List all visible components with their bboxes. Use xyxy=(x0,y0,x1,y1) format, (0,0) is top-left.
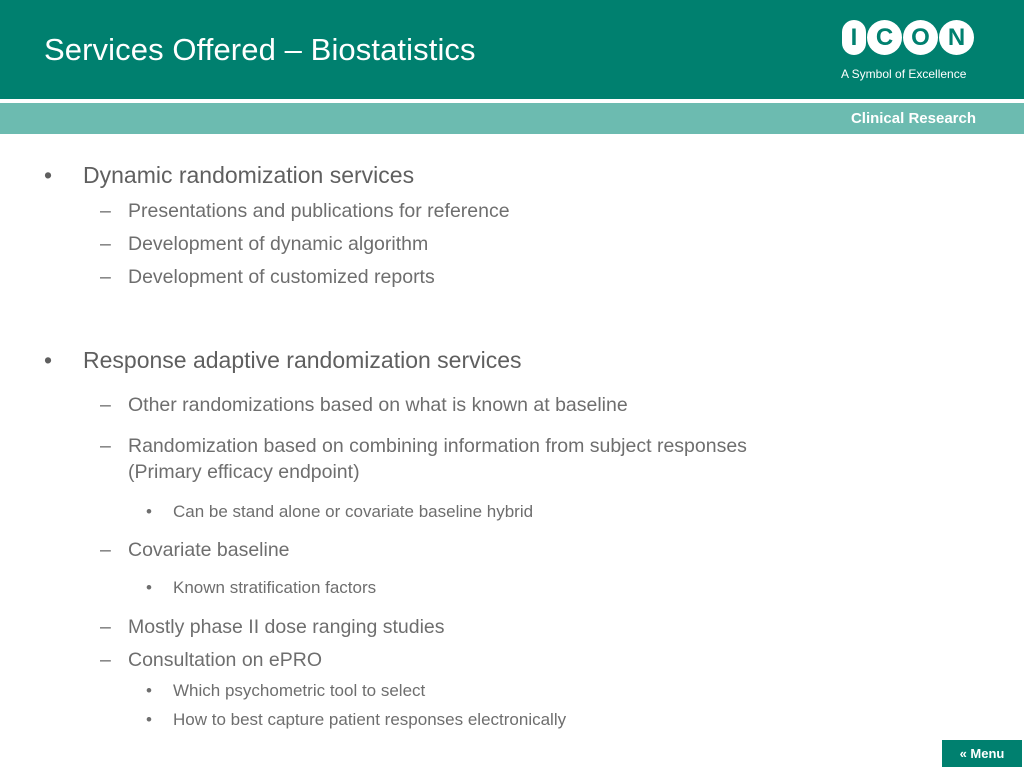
dash-marker: – xyxy=(100,394,111,416)
menu-button[interactable]: « Menu xyxy=(942,740,1022,767)
sub-bullet-other-randomizations: Other randomizations based on what is known at baseline xyxy=(128,394,628,416)
sub-bullet-covariate-baseline: Covariate baseline xyxy=(128,539,290,561)
dash-marker: – xyxy=(100,616,111,638)
dash-marker: – xyxy=(100,200,111,222)
bullet-marker: • xyxy=(146,681,152,700)
dash-marker: – xyxy=(100,266,111,288)
bullet-marker: • xyxy=(146,578,152,597)
sub-sub-bullet-hybrid: Can be stand alone or covariate baseline hybrid xyxy=(173,502,534,521)
bullet-marker: • xyxy=(44,347,53,373)
sub-sub-bullet-psychometric-tool: Which psychometric tool to select xyxy=(173,681,426,700)
sub-bullet-presentations: Presentations and publications for reference xyxy=(128,200,510,222)
dash-marker: – xyxy=(100,539,111,561)
bullet-marker: • xyxy=(146,710,152,729)
sub-bullet-combining-information-cont: (Primary efficacy endpoint) xyxy=(128,461,360,483)
sub-bullet-consultation-epro: Consultation on ePRO xyxy=(128,649,323,671)
logo-letter-i: I xyxy=(842,20,866,55)
logo-letter-c: C xyxy=(867,20,902,55)
sub-bullet-phase-ii: Mostly phase II dose ranging studies xyxy=(128,616,445,638)
sub-sub-bullet-stratification: Known stratification factors xyxy=(173,578,377,597)
dash-marker: – xyxy=(100,649,111,671)
sub-sub-bullet-capture-responses: How to best capture patient responses electronically xyxy=(173,710,567,729)
logo-tagline: A Symbol of Excellence xyxy=(841,67,967,81)
sub-bullet-dynamic-algorithm: Development of dynamic algorithm xyxy=(128,233,429,255)
dash-marker: – xyxy=(100,435,111,457)
dash-marker: – xyxy=(100,233,111,255)
slide-title: Services Offered – Biostatistics xyxy=(44,32,476,67)
subheader-label: Clinical Research xyxy=(850,110,976,127)
bullet-response-adaptive: Response adaptive randomization services xyxy=(83,347,522,373)
sub-bullet-combining-information: Randomization based on combining information from subject responses xyxy=(128,435,747,457)
logo-letter-n: N xyxy=(939,20,974,55)
bullet-dynamic-randomization: Dynamic randomization services xyxy=(83,162,415,188)
bullet-marker: • xyxy=(44,162,53,188)
sub-bullet-customized-reports: Development of customized reports xyxy=(128,266,435,288)
bullet-marker: • xyxy=(146,502,152,521)
logo-letter-o: O xyxy=(903,20,938,55)
